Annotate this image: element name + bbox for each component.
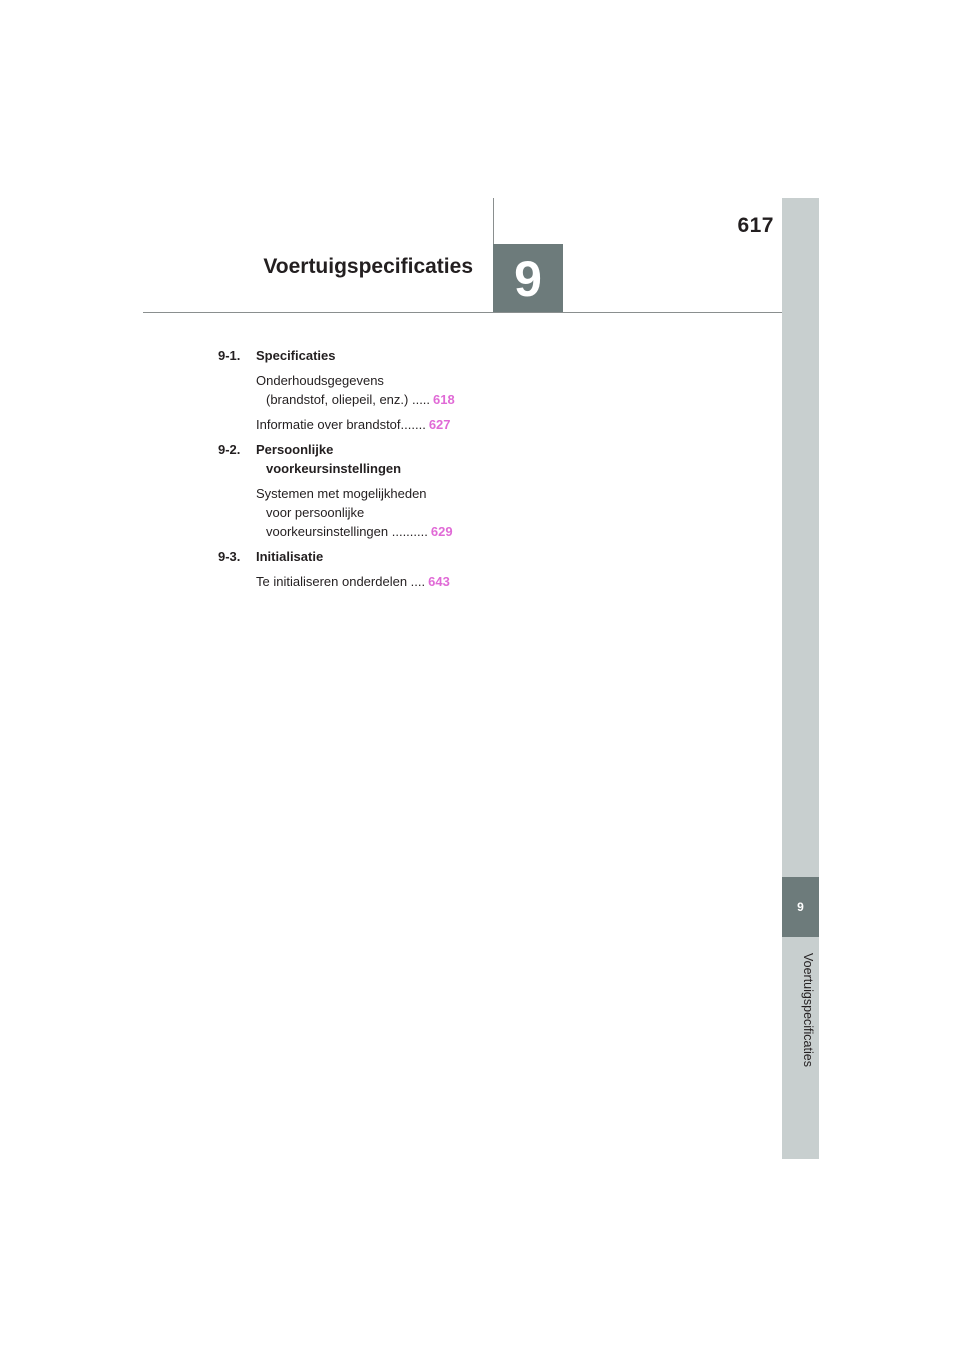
section-title: Specificaties [256,348,336,363]
section-number: 9-1. [218,348,241,363]
toc-entry[interactable] [218,572,468,591]
page-reference-link[interactable]: 627 [428,417,451,432]
entry-text: Informatie over brandstof....... [256,417,426,432]
entry-text: Onderhoudsgegevens [256,373,384,388]
section-title: Persoonlijke [256,442,334,457]
toc-entry[interactable] [218,484,468,541]
section-number: 9-2. [218,442,241,457]
side-tab-chapter-number[interactable]: 9 [782,877,819,937]
page-number: 617 [737,214,774,237]
toc-entry[interactable] [218,371,468,409]
entry-text: voor persoonlijke [266,505,365,520]
page-reference-link[interactable]: 643 [428,574,450,589]
page-reference-link[interactable]: 618 [433,392,455,407]
section-number: 9-3. [218,549,241,564]
section-title: Initialisatie [256,549,324,564]
toc-section-9-3[interactable] [218,547,468,566]
entry-text: (brandstof, oliepeil, enz.) ..... [266,392,431,407]
section-title-continued: voorkeursinstellingen [266,461,402,476]
entry-text: Systemen met mogelijkheden [256,486,427,501]
side-tab-label: Voertuigspecificaties [801,953,815,1067]
chapter-title: Voertuigspecificaties [263,255,473,278]
divider-horizontal [143,312,782,313]
entry-text: Te initialiseren onderdelen .... [256,574,426,589]
entry-text: voorkeursinstellingen .......... [266,524,428,539]
divider-vertical [493,198,494,244]
chapter-number-box: 9 [493,244,563,313]
toc-section-9-1[interactable] [218,346,468,365]
page-reference-link[interactable]: 629 [430,524,453,539]
table-of-contents [218,346,468,597]
toc-section-9-2[interactable] [218,440,468,478]
toc-entry[interactable] [218,415,468,434]
